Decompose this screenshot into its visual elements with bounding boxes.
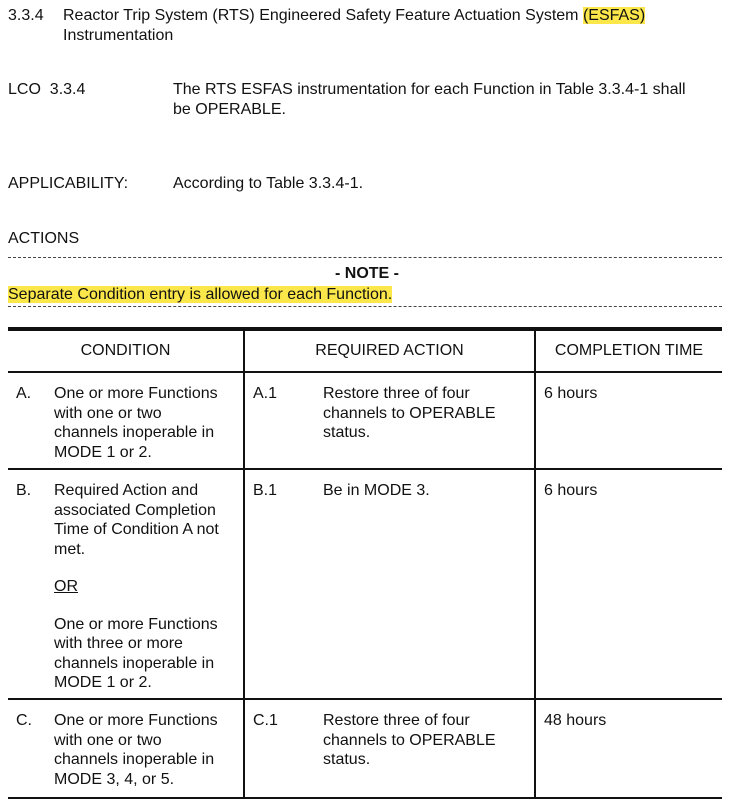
section-title bbox=[63, 6, 723, 45]
condition-line: channels inoperable in bbox=[54, 424, 215, 441]
condition-cell bbox=[8, 372, 244, 469]
action-text bbox=[323, 481, 430, 501]
table-row bbox=[8, 699, 722, 798]
condition-line: met. bbox=[54, 540, 86, 558]
applicability-label: APPLICABILITY: bbox=[8, 175, 129, 192]
applicability-text: According to Table 3.3.4-1. bbox=[173, 175, 364, 192]
section-title-highlight: (ESFAS) bbox=[582, 7, 646, 24]
lco-label: LCO 3.3.4 bbox=[8, 81, 86, 98]
condition-text bbox=[54, 481, 219, 693]
completion-time-cell bbox=[535, 372, 722, 469]
completion-time: 48 hours bbox=[544, 712, 607, 729]
completion-time: 6 hours bbox=[544, 385, 598, 402]
condition-line: MODE 3, 4, or 5. bbox=[54, 770, 175, 788]
condition-line: MODE 1 or 2. bbox=[54, 674, 152, 691]
note-top-divider bbox=[8, 257, 722, 258]
actions-table bbox=[8, 327, 722, 799]
section-title-text: Reactor Trip System (RTS) Engineered Safety Feature Actuation System bbox=[63, 7, 579, 24]
condition-line: MODE 1 or 2. bbox=[54, 443, 152, 461]
action-line: Be in MODE 3. bbox=[323, 482, 430, 499]
header-condition: CONDITION bbox=[8, 329, 244, 372]
action-label: B.1 bbox=[253, 482, 278, 499]
action-line: Restore three of four bbox=[323, 385, 470, 402]
condition-line: with three or more bbox=[54, 635, 183, 652]
completion-time: 6 hours bbox=[544, 482, 598, 499]
note-text bbox=[8, 285, 392, 305]
condition-text bbox=[54, 711, 218, 789]
condition-label: A. bbox=[16, 385, 32, 402]
note-text-highlight: Separate Condition entry is allowed for each Function. bbox=[8, 286, 393, 303]
action-cell bbox=[244, 699, 535, 798]
condition-line: channels inoperable in bbox=[54, 654, 215, 672]
condition-cell bbox=[8, 699, 244, 798]
action-text bbox=[323, 711, 496, 770]
table-header-row bbox=[8, 329, 722, 372]
condition-line: Time of Condition A not bbox=[54, 521, 219, 538]
section-number: 3.3.4 bbox=[8, 7, 44, 24]
action-cell bbox=[244, 469, 535, 699]
actions-heading: ACTIONS bbox=[8, 230, 80, 247]
condition-line: associated Completion bbox=[54, 501, 216, 519]
action-text bbox=[323, 384, 496, 443]
note-title: - NOTE - bbox=[335, 265, 399, 282]
completion-time-cell bbox=[535, 699, 722, 798]
condition-cell bbox=[8, 469, 244, 699]
condition-label: C. bbox=[16, 712, 32, 729]
action-label: C.1 bbox=[253, 712, 278, 729]
action-cell bbox=[244, 372, 535, 469]
completion-time-cell bbox=[535, 469, 722, 699]
action-label: A.1 bbox=[253, 385, 278, 402]
lco-text-line1: The RTS ESFAS instrumentation for each Function in Table 3.3.4-1 shall bbox=[173, 81, 686, 98]
table-row bbox=[8, 372, 722, 469]
condition-or-connector: OR bbox=[54, 578, 78, 595]
condition-line: channels inoperable in bbox=[54, 751, 215, 768]
lco-text-line2: be OPERABLE. bbox=[173, 100, 286, 118]
condition-text bbox=[54, 384, 218, 462]
action-line: status. bbox=[323, 424, 371, 441]
condition-label: B. bbox=[16, 482, 32, 499]
action-line: status. bbox=[323, 751, 371, 768]
section-title-line2: Instrumentation bbox=[63, 26, 174, 44]
condition-line: with one or two bbox=[54, 404, 162, 422]
header-completion-time: COMPLETION TIME bbox=[535, 329, 722, 372]
condition-line: One or more Functions bbox=[54, 385, 218, 402]
condition-line: One or more Functions bbox=[54, 615, 218, 633]
lco-text bbox=[173, 80, 723, 119]
condition-line: with one or two bbox=[54, 731, 162, 749]
table-row bbox=[8, 469, 722, 699]
note-bottom-divider bbox=[8, 306, 722, 307]
action-line: Restore three of four bbox=[323, 712, 470, 729]
header-required-action: REQUIRED ACTION bbox=[244, 329, 535, 372]
condition-line: One or more Functions bbox=[54, 712, 218, 729]
action-line: channels to OPERABLE bbox=[323, 731, 496, 749]
condition-line: Required Action and bbox=[54, 482, 199, 499]
action-line: channels to OPERABLE bbox=[323, 404, 496, 422]
